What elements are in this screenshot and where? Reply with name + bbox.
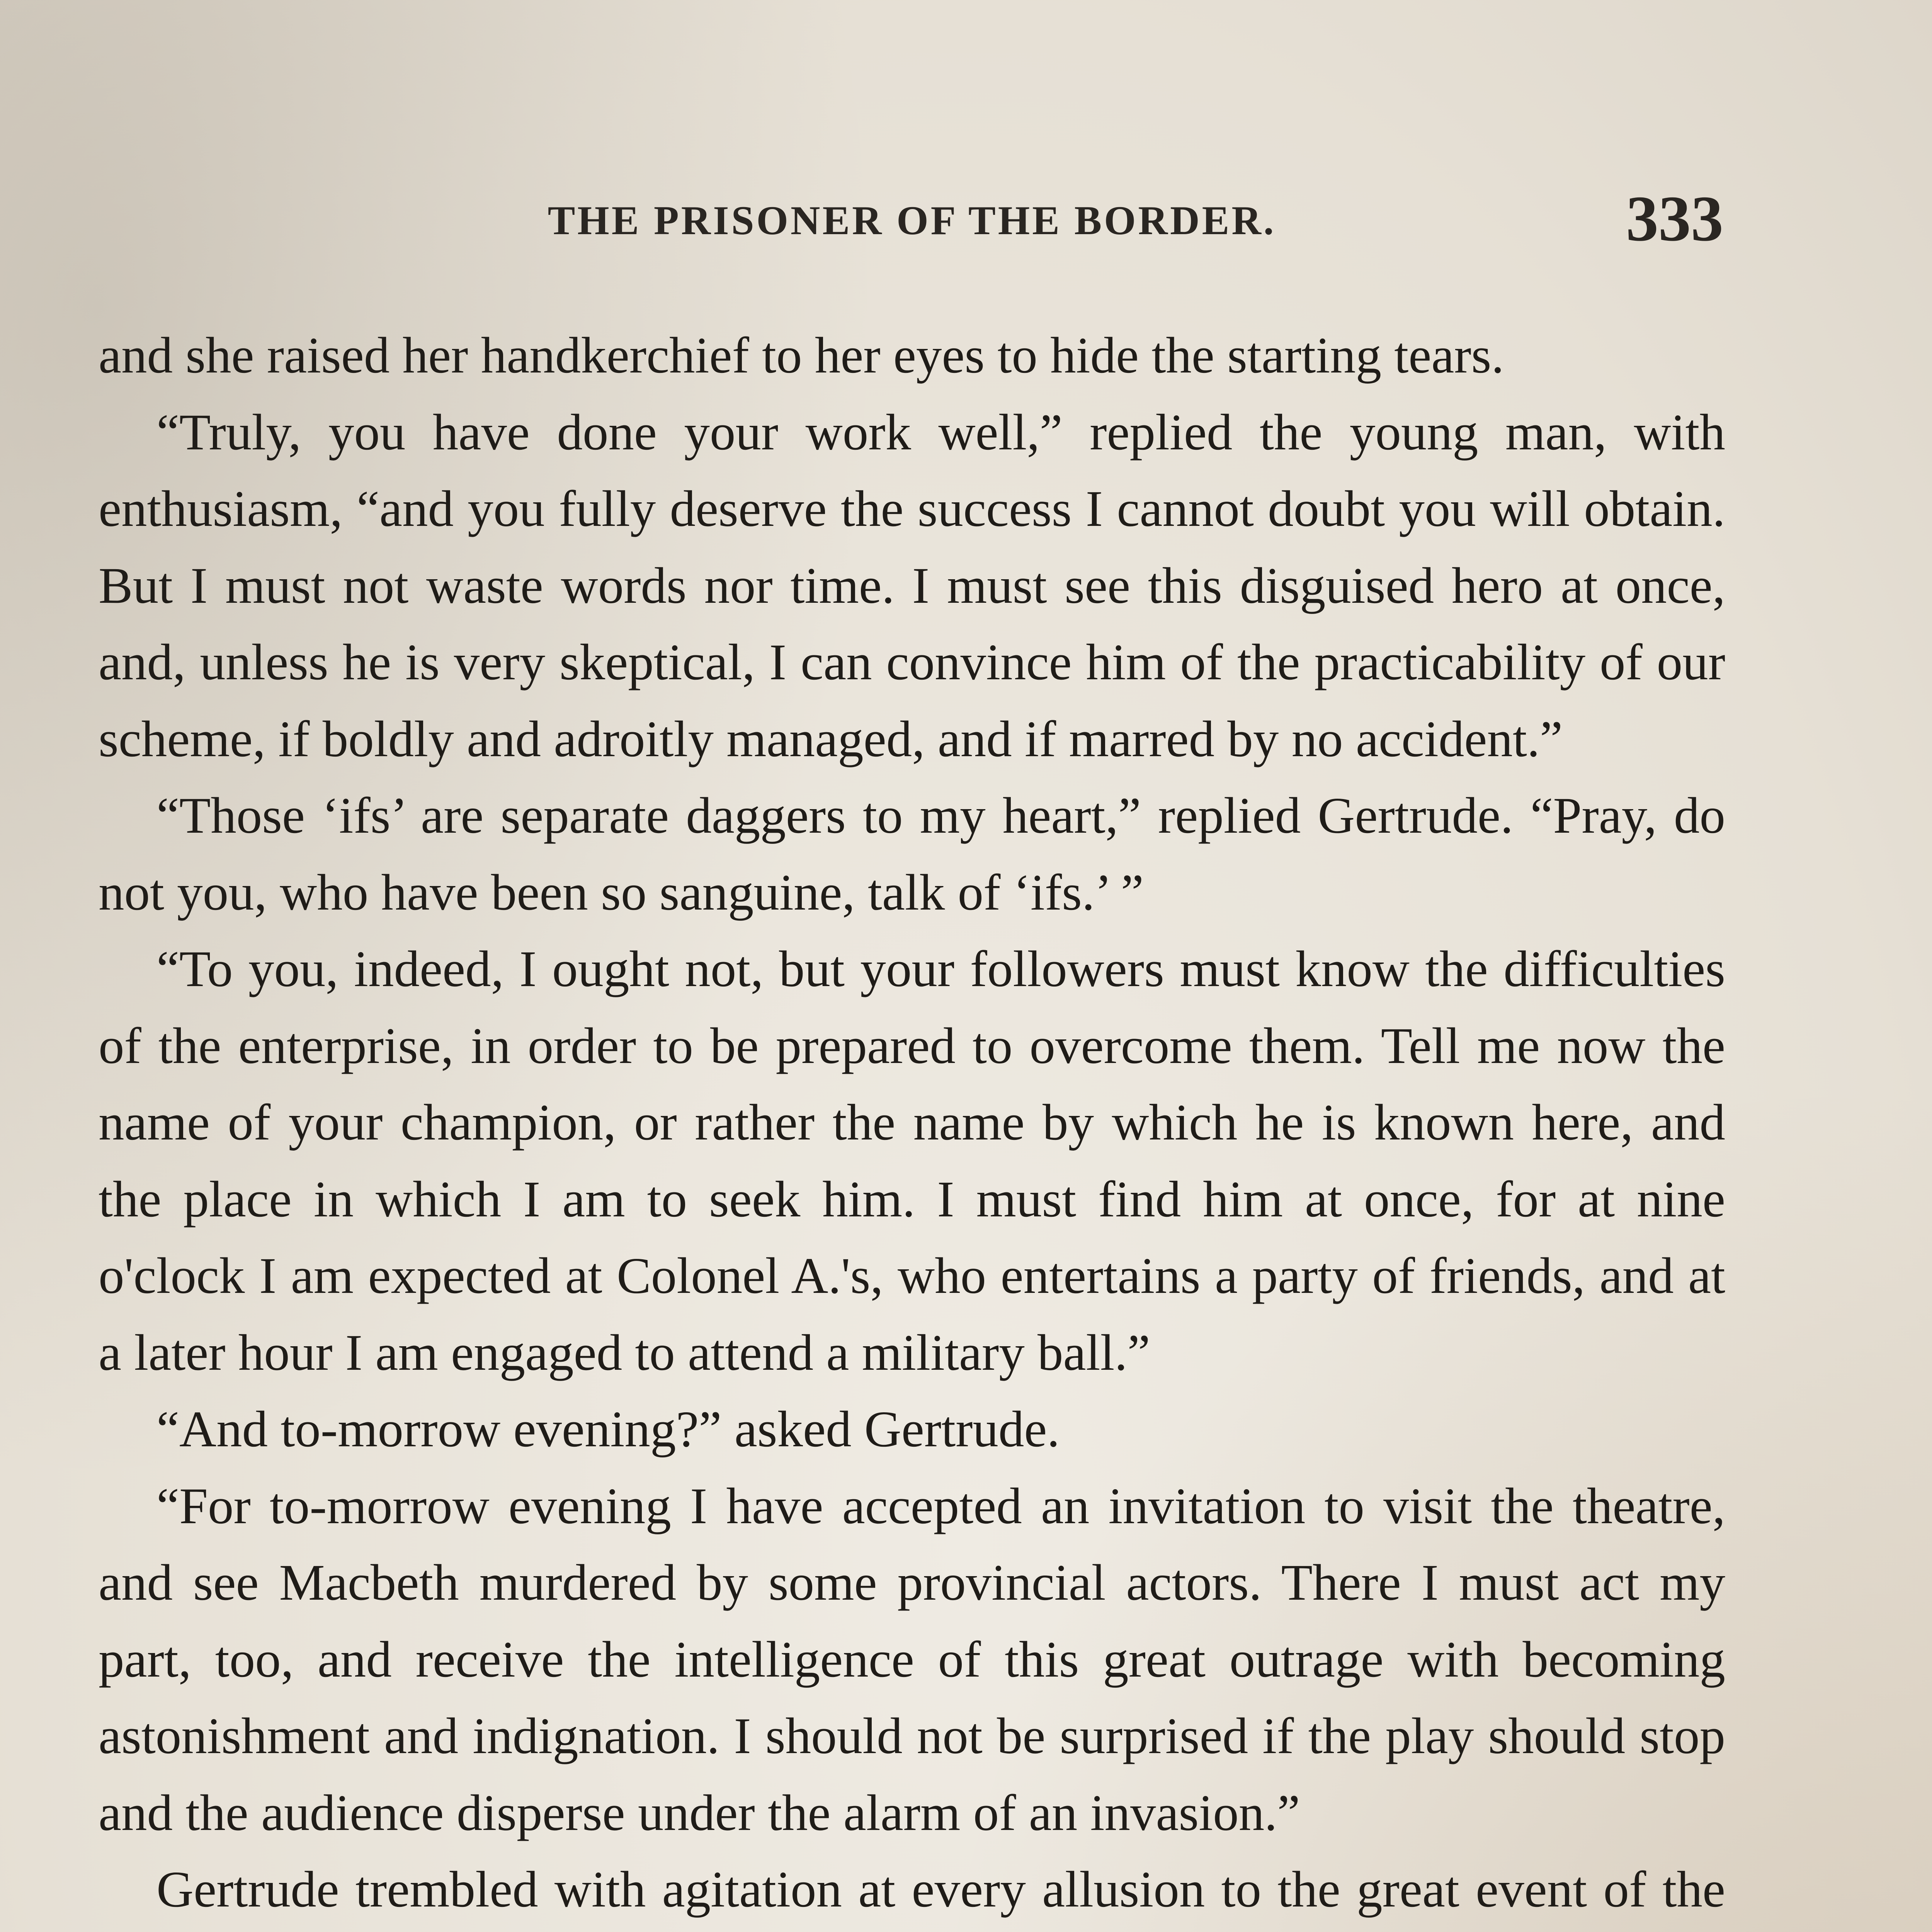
paragraph: “And to-morrow evening?” asked Gertrude. xyxy=(156,1400,1060,1458)
body-text xyxy=(99,317,1725,1932)
running-title: THE PRISONER OF THE BORDER. xyxy=(548,198,1276,243)
page-number: 333 xyxy=(1626,183,1723,255)
page-header xyxy=(100,182,1723,255)
paragraph: “Those ‘ifs’ are separate daggers to my heart,” replied Gertrude. “Pray, do not you, who have been so sanguine, talk of ‘ifs.’ ” xyxy=(99,787,1725,921)
paragraph: “For to-morrow evening I have accepted an invitation to visit the theatre, and see Macbeth murdered by some provincial actors. There I must act my part, too, and receive the intelligence of this great outrage with becoming astonishment and indignation. I should not be surprised if the play should stop and the audience disperse under the alarm of an invasion.” xyxy=(99,1477,1725,1841)
paragraph: and she raised her handkerchief to her eyes to hide the starting tears. xyxy=(99,327,1504,384)
paragraph: Gertrude trembled with agitation at every allusion to the great event of the xyxy=(156,1861,1725,1918)
paragraph: “To you, indeed, I ought not, but your followers must know the difficulties of the enterprise, in order to be prepared to overcome them. Tell me now the name of your champion, or rather the name by which he is known here, and the place in which I am to seek him. I must find him at once, for at nine o'clock I am expected at Colonel A.'s, who entertains a party of friends, and at a later hour I am engaged to attend a military ball.” xyxy=(99,940,1725,1381)
paragraph: “Truly, you have done your work well,” replied the young man, with enthusiasm, “and you fully deserve the success I cannot doubt you will obtain. But I must not waste words nor time. I must see this disguised hero at once, and, unless he is very skeptical, I can convince him of the practicability of our scheme, if boldly and adroitly managed, and if marred by no accident.” xyxy=(99,403,1725,767)
